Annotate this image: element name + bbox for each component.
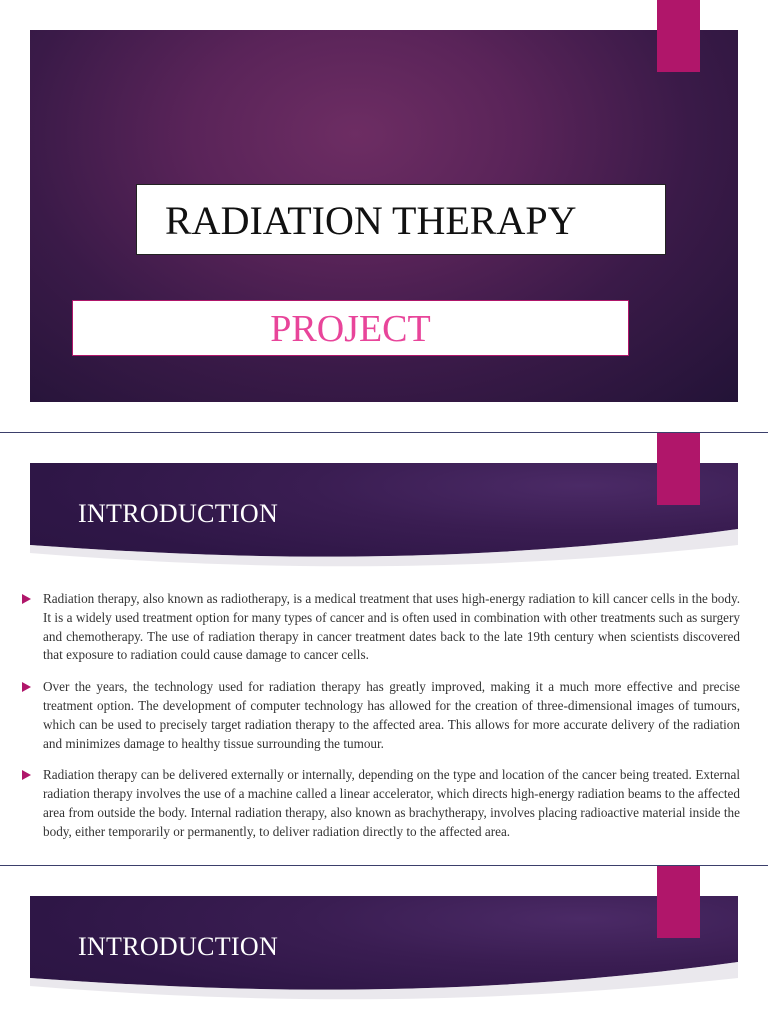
- accent-tab: [657, 866, 700, 938]
- bullet-list: [20, 590, 740, 855]
- triangle-bullet-icon: [22, 770, 31, 780]
- slide-title: RADIATION THERAPY: [136, 184, 666, 255]
- list-item: [20, 678, 740, 753]
- bullet-text: Over the years, the technology used for radiation therapy has greatly improved, making it a much more effective and precise treatment option. The development of computer technology has allowed for the creation of three-dimensional images of tumours, which can be used to precisely target radiation therapy to the affected area. This allows for more accurate delivery of the radiation and minimizes damage to healthy tissue surrounding the tumour.: [43, 679, 740, 751]
- triangle-bullet-icon: [22, 682, 31, 692]
- bullet-text: Radiation therapy can be delivered externally or internally, depending on the type and location of the cancer being treated. External radiation therapy involves the use of a machine called a linear accelerator, which directs high-energy radiation beams to the affected area from outside the body. Internal radiation therapy, also known as brachytherapy, involves placing radioactive material inside the body, either temporarily or permanently, to deliver radiation directly to the affected area.: [43, 767, 740, 839]
- list-item: [20, 766, 740, 841]
- slide-subtitle: PROJECT: [72, 300, 629, 356]
- title-slide: [0, 0, 768, 432]
- accent-tab: [657, 0, 700, 72]
- accent-tab: [657, 433, 700, 505]
- triangle-bullet-icon: [22, 594, 31, 604]
- section-heading: INTRODUCTION: [78, 499, 279, 528]
- list-item: [20, 590, 740, 665]
- section-heading: INTRODUCTION: [78, 932, 279, 961]
- introduction-slide: [0, 433, 768, 865]
- introduction-slide-2: [0, 866, 768, 1024]
- bullet-text: Radiation therapy, also known as radiotherapy, is a medical treatment that uses high-energy radiation to kill cancer cells in the body. It is a widely used treatment option for many types of cancer and is often used in combination with other treatments such as surgery and chemotherapy. The use of radiation therapy in cancer treatment dates back to the late 19th century when scientists discovered that exposure to radiation could cause damage to cancer cells.: [43, 591, 741, 663]
